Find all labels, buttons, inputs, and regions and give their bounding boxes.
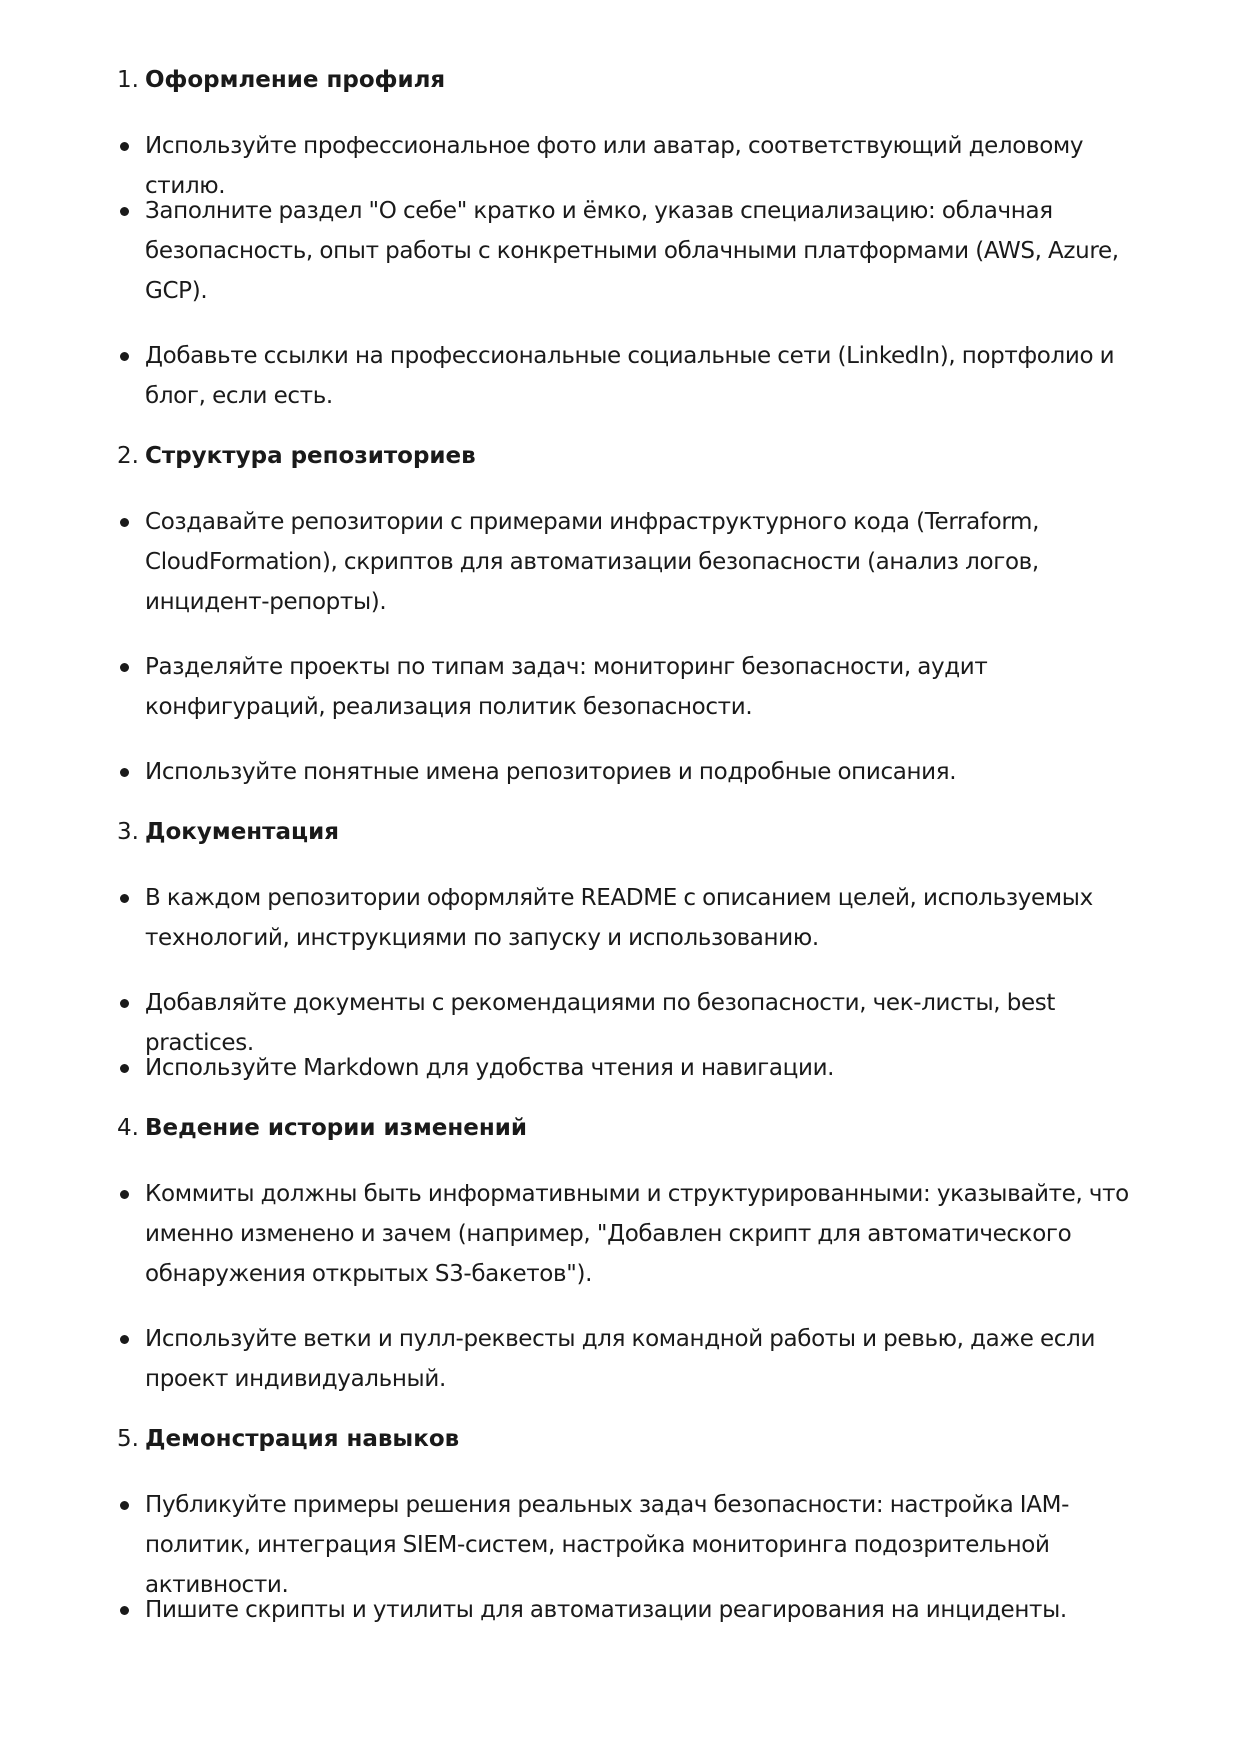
bullet-dot-icon: [120, 663, 129, 672]
bullet-dot-icon: [120, 142, 129, 151]
bullet-dot-icon: [120, 207, 129, 216]
section-title: Документация: [145, 819, 339, 845]
list-item-text: Коммиты должны быть информативными и структурированными: указывайте, что именно изменено и зачем (например, "Добавлен скрипт для автоматического обнаружения открытых S3-бакетов").: [145, 1181, 1129, 1287]
list-item-text: В каждом репозитории оформляйте README с описанием целей, используемых технологий, инструкциями по запуску и использованию.: [145, 885, 1093, 951]
bullet-dot-icon: [120, 1190, 129, 1199]
bullet-dot-icon: [120, 1501, 129, 1510]
bullet-dot-icon: [120, 1064, 129, 1073]
list-item-text: Используйте понятные имена репозиториев и подробные описания.: [145, 759, 957, 785]
bullet-dot-icon: [120, 352, 129, 361]
section-title: Демонстрация навыков: [145, 1426, 460, 1452]
bullet-dot-icon: [120, 894, 129, 903]
bullet-dot-icon: [120, 518, 129, 527]
list-item-text: Добавьте ссылки на профессиональные социальные сети (LinkedIn), портфолио и блог, если есть.: [145, 343, 1115, 409]
list-item-text: Используйте Markdown для удобства чтения и навигации.: [145, 1055, 835, 1081]
bullet-dot-icon: [120, 999, 129, 1008]
list-item-text: Добавляйте документы с рекомендациями по безопасности, чек-листы, best practices.: [145, 990, 1056, 1056]
list-item-text: Заполните раздел "О себе" кратко и ёмко, указав специализацию: облачная безопасность, опыт работы с конкретными облачными платформами (AWS, Azure, GCP).: [145, 198, 1119, 304]
list-item-text: Используйте профессиональное фото или аватар, соответствующий деловому стилю.: [145, 133, 1084, 199]
section-title: Структура репозиториев: [145, 443, 476, 469]
list-item-text: Создавайте репозитории с примерами инфраструктурного кода (Terraform, CloudFormation), скриптов для автоматизации безопасности (анализ логов, инцидент-репорты).: [145, 509, 1040, 615]
section-number: 5.: [117, 1426, 139, 1452]
section-title: Оформление профиля: [145, 67, 446, 93]
section-title: Ведение истории изменений: [145, 1115, 527, 1141]
list-item-text: Разделяйте проекты по типам задач: мониторинг безопасности, аудит конфигураций, реализация политик безопасности.: [145, 654, 988, 720]
bullet-dot-icon: [120, 1606, 129, 1615]
section-number: 3.: [117, 819, 139, 845]
section-number: 4.: [117, 1115, 139, 1141]
list-item-text: Пишите скрипты и утилиты для автоматизации реагирования на инциденты.: [145, 1597, 1067, 1623]
section-number: 2.: [117, 443, 139, 469]
bullet-dot-icon: [120, 1335, 129, 1344]
list-item-text: Используйте ветки и пулл-реквесты для командной работы и ревью, даже если проект индивидуальный.: [145, 1326, 1096, 1392]
list-item-text: Публикуйте примеры решения реальных задач безопасности: настройка IAM-политик, интеграция SIEM-систем, настройка мониторинга подозрительной активности.: [145, 1492, 1070, 1598]
section-number: 1.: [117, 67, 139, 93]
bullet-dot-icon: [120, 768, 129, 777]
